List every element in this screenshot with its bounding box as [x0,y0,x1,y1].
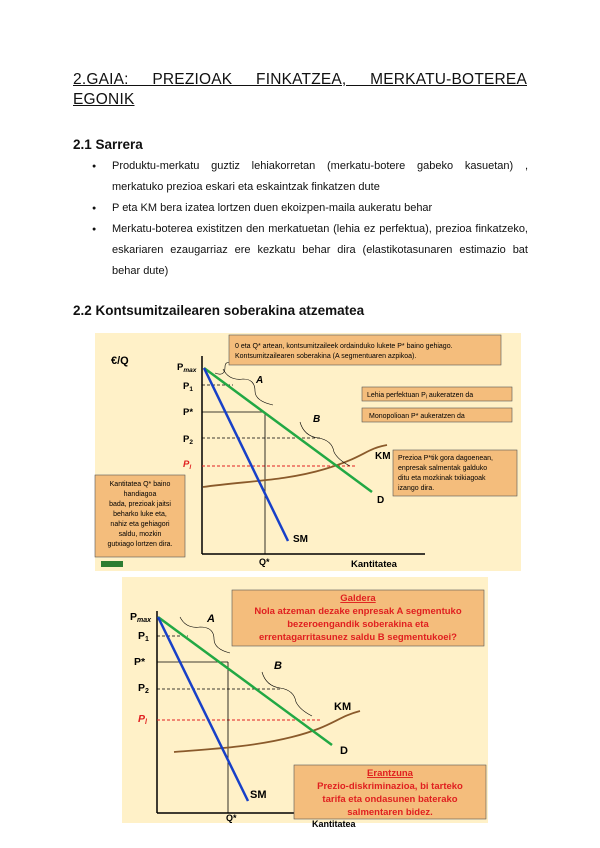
region-a-label: A [207,613,215,625]
question-line: errentagarritasunez saldu B segmentukoei? [259,632,457,643]
question-line: bezeroengandik soberakina eta [287,619,429,630]
q-star-label: Q* [259,557,270,567]
p1-label: $P_1$ [183,381,193,393]
list-item: ● Merkatu-boterea existitzen den merkatuetan (lehia ez perfektua), prezioa finkatzeko, eskariaren ezaugarriaz ere kezkatu behar dira (elastikotasunaren estimazio bat behar dute) [92,219,528,282]
sm-label: SM [293,534,308,545]
bullet-list [92,156,528,282]
note-right-line: ditu eta mozkinak txikiagoak [398,475,486,482]
note-left-line: beharko luke eta, [113,511,167,518]
note-left-line: Kantitatea Q* baino [109,481,171,488]
km-label: KM [334,701,352,713]
region-b-label: B [313,414,321,425]
note-left-line: saldu, mozkin [118,531,162,538]
note-left-line: handiagoa [123,491,157,498]
note-right-line: izango dira. [398,485,435,492]
p2-label: P2 [138,682,149,695]
note-right-line: enpresak salmentak galduko [398,465,488,472]
note-top-line2: Kontsumitzailearen soberakina (A segmentuaren azpikoa). [235,353,417,360]
km-label: KM [375,451,391,462]
section-heading-kontsumitzaile: 2.2 Kontsumitzailearen soberakina atzematea [73,303,365,318]
sm-label: SM [250,789,267,801]
pmax-label: Pmax [130,611,152,624]
answer-line: tarifa eta ondasunen baterako [322,794,458,805]
pl-label: $P_l$ [183,459,192,471]
p2-label: $P_2$ [183,434,193,446]
note-left-line: bada, prezioak jaitsi [109,501,171,508]
d-label: D [377,495,385,506]
note-top-line1: 0 eta Q* artean, kontsumitzaileek ordainduko lukete P* baino gehiago. [235,343,453,350]
question-line: Nola atzeman dezake enpresak A segmentuko [254,606,462,617]
x-axis-label: Kantitatea [351,559,397,570]
list-item: ● Produktu-merkatu guztiz lehiakorretan (merkatu-botere gabeko kasuetan) , merkatuko prezioa eskari eta eskaintzak finkatzen dute [92,156,528,198]
list-item: ● P eta KM bera izatea lortzen duen ekoizpen-maila aukeratu behar [92,198,528,219]
y-axis-label: €/Q [111,355,129,367]
note-right-line: Prezioa P*tik gora dagoenean, [398,455,493,462]
q-star-label: Q* [226,813,237,823]
figure-consumer-surplus [95,333,521,571]
note-top [229,335,501,365]
slide-nav-icon [101,561,123,567]
pmax-label: $P_{max}$ [177,362,197,374]
answer-line: Prezio-diskriminazioa, bi tarteko [317,781,463,792]
region-b-label: B [274,660,282,672]
d-label: D [340,745,348,757]
figure-price-discrimination [122,577,488,829]
note-monopoly-text: Monopolioan P* aukeratzen da [369,413,465,420]
note-left-line: gutxiago lortzen dira. [107,541,173,548]
note-perfect-text: Lehia perfektuan $P_l$ aukeratzen da [367,392,474,401]
answer-title: Erantzuna [367,768,413,779]
pstar-label: P* [134,656,146,668]
pstar-label: P* [183,407,194,418]
pl-label: Pl [138,713,147,726]
section-heading-sarrera: 2.1 Sarrera [73,137,143,152]
region-a-label: A [256,375,264,386]
p1-label: P1 [138,630,149,643]
question-title: Galdera [340,593,376,604]
note-left-line: nahiz eta gehiagori [110,521,170,528]
page-title: 2.GAIA: PREZIOAK FINKATZEA, MERKATU-BOTEREA EGONIK [73,71,527,108]
x-axis-label-partial: Kantitatea [312,819,356,829]
answer-line: salmentaren bidez. [347,807,433,818]
